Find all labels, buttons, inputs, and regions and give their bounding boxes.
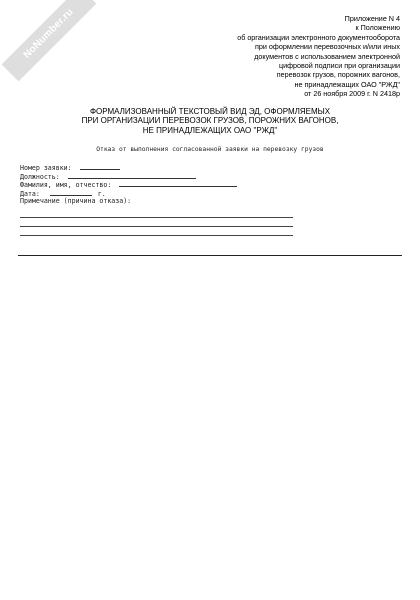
- title-line: ПРИ ОРГАНИЗАЦИИ ПЕРЕВОЗОК ГРУЗОВ, ПОРОЖНИХ ВАГОНОВ,: [81, 116, 339, 126]
- note-label: Примечание (причина отказа):: [20, 197, 132, 206]
- title-line: НЕ ПРИНАДЛЕЖАЩИХ ОАО "РЖД": [142, 125, 278, 135]
- appendix-line: об организации электронного документооборота: [237, 32, 400, 42]
- full-name-label: Фамилия, имя, отчество:: [20, 181, 112, 190]
- date-field[interactable]: [50, 189, 92, 196]
- request-number-field[interactable]: [80, 163, 120, 170]
- note-row: [20, 197, 237, 206]
- date-row: [20, 189, 237, 198]
- separator-rule: [18, 255, 402, 256]
- year-suffix: г.: [97, 189, 106, 198]
- appendix-line: не принадлежащих ОАО "РЖД": [294, 79, 400, 89]
- appendix-line: цифровой подписи при организации: [278, 61, 400, 71]
- appendix-line: при оформлении перевозочных и/или иных: [255, 42, 400, 52]
- request-number-row: [20, 163, 237, 172]
- note-line[interactable]: [20, 217, 293, 218]
- document-title: [40, 107, 380, 135]
- appendix-line: от 26 ноября 2009 г. N 2418р: [304, 89, 400, 99]
- form-subtitle: Отказ от выполнения согласованной заявки на перевозку грузов: [96, 146, 324, 153]
- note-line[interactable]: [20, 235, 293, 236]
- position-row: [20, 172, 237, 181]
- appendix-line: документов с использованием электронной: [254, 51, 400, 61]
- date-label: Дата:: [20, 189, 40, 198]
- appendix-line: перевозок грузов, порожних вагонов,: [276, 70, 400, 80]
- appendix-header: [140, 14, 400, 99]
- appendix-line: Приложение N 4: [344, 14, 400, 23]
- watermark: NoNumber.ru: [2, 0, 97, 81]
- title-line: ФОРМАЛИЗОВАННЫЙ ТЕКСТОВЫЙ ВИД ЭД, ОФОРМЛЯЕМЫХ: [89, 107, 331, 116]
- appendix-line: к Положению: [355, 23, 400, 33]
- position-field[interactable]: [68, 172, 196, 179]
- request-number-label: Номер заявки:: [20, 164, 72, 172]
- full-name-field[interactable]: [119, 180, 237, 187]
- refusal-form: [20, 163, 237, 206]
- position-label: Должность:: [20, 172, 60, 181]
- full-name-row: [20, 180, 237, 189]
- note-line[interactable]: [20, 226, 293, 227]
